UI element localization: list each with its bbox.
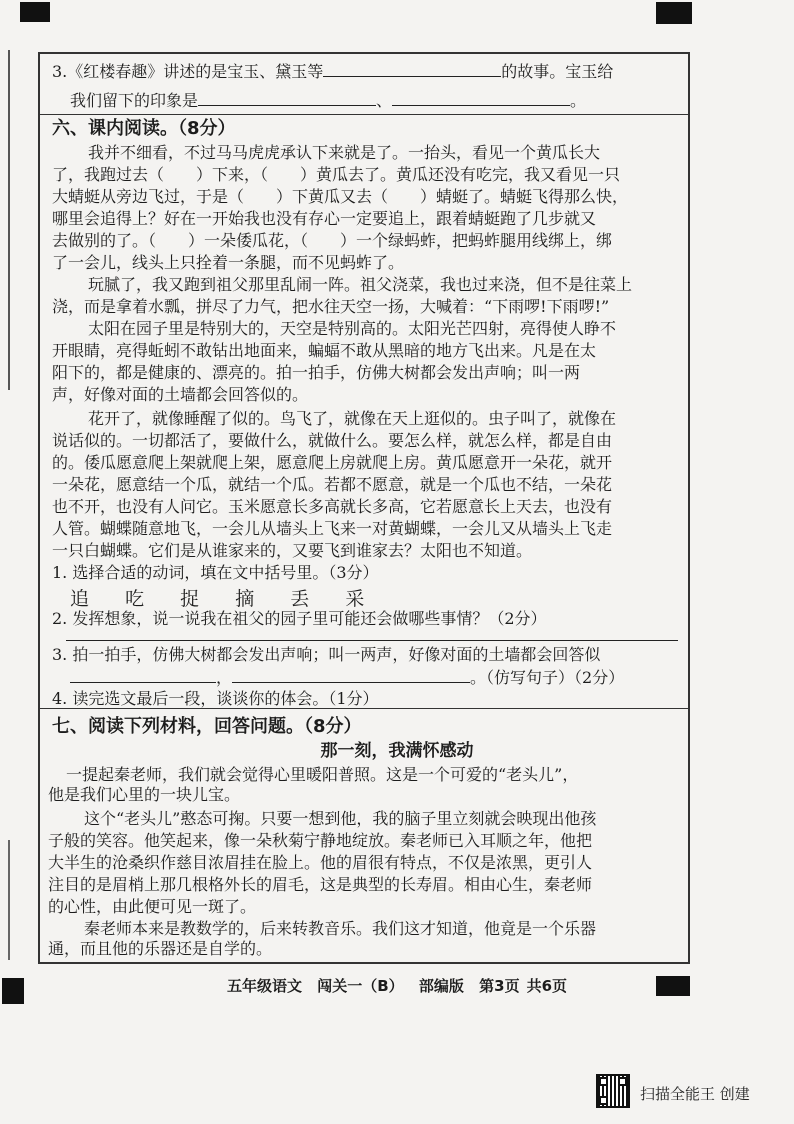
- passage-line: 声，好像对面的土墙都会回答似的。: [52, 385, 309, 404]
- passage-line: 的心性，由此便可见一斑了。: [48, 897, 257, 916]
- question-6-4: 4. 读完选文最后一段，谈谈你的体会。（1分）: [52, 689, 379, 708]
- passage-line: 了，我跑过去（ ）下来，（ ）黄瓜去了。黄瓜还没有吃完，我又看见一只: [52, 165, 621, 184]
- question-6-2: 2. 发挥想象，说一说我在祖父的园子里可能还会做哪些事情？（2分）: [52, 609, 547, 628]
- passage-line: 浇，而是拿着水瓢，拼尽了力气，把水往天空一扬，大喊着：“下雨啰!下雨啰!”: [52, 297, 610, 316]
- section-6-title: 六、课内阅读。（8分）: [52, 118, 236, 139]
- qr-code-icon: [596, 1074, 630, 1108]
- passage-line: 说话似的。一切都活了，要做什么，就做什么。要怎么样，就怎么样，都是自由: [52, 431, 613, 450]
- question-3-line-1: 3.《红楼春趣》讲述的是宝玉、黛玉等 的故事。宝玉给: [52, 62, 614, 81]
- passage-line: 子般的笑容。他笑起来，像一朵秋菊宁静地绽放。秦老师已入耳顺之年，他把: [48, 831, 593, 850]
- passage-line: 哪里会追得上？好在一开始我也没有存心一定要追上，跟着蜻蜓跑了几步就又: [52, 209, 597, 228]
- passage-line: 玩腻了，我又跑到祖父那里乱闹一阵。祖父浇菜，我也过来浇，但不是往菜上: [88, 275, 633, 294]
- question-6-3-line-2: ， 。（仿写句子）（2分）: [70, 666, 624, 689]
- verb-option: 捉: [180, 588, 202, 610]
- question-6-3-line-1: 3. 拍一拍手，仿佛大树都会发出声响；叫一两声，好像对面的土墙都会回答似: [52, 645, 601, 664]
- question-3-line-2: 我们留下的印象是 、 。: [70, 91, 587, 110]
- answer-blank[interactable]: [70, 666, 216, 683]
- article-title: 那一刻，我满怀感动: [320, 741, 474, 761]
- passage-line: 大蜻蜓从旁边飞过，于是（ ）下黄瓜又去（ ）蜻蜓了。蜻蜓飞得那么快，: [52, 187, 629, 206]
- footer-total: 共6页: [526, 977, 568, 995]
- passage-line: 通，而且他的乐器还是自学的。: [48, 939, 273, 958]
- verb-option: 采: [345, 588, 367, 610]
- passage-line: 去做别的了。（ ）一朵倭瓜花，（ ）一个绿蚂蚱，把蚂蚱腿用线绑上，绑: [52, 231, 613, 250]
- section-divider: [40, 114, 688, 115]
- passage-line: 太阳在园子里是特别大的，天空是特别高的。太阳光芒四射，亮得使人睁不: [88, 319, 617, 338]
- passage-line: 一只白蝴蝶。它们是从谁家来的，又要飞到谁家去？太阳也不知道。: [52, 541, 533, 560]
- registration-mark: [656, 2, 692, 24]
- passage-line: 注目的是眉梢上那几根格外长的眉毛，这是典型的长寿眉。相由心生，秦老师: [48, 875, 593, 894]
- verb-option: 吃: [125, 588, 147, 610]
- passage-line: 秦老师本来是教数学的，后来转教音乐。我们这才知道，他竟是一个乐器: [84, 919, 597, 938]
- binding-line: [8, 50, 10, 390]
- footer-grade: 五年级语文: [226, 977, 302, 995]
- passage-line: 花开了，就像睡醒了似的。鸟飞了，就像在天上逛似的。虫子叫了，就像在: [88, 409, 617, 428]
- passage-line: 了一会儿，线头上只拴着一条腿，而不见蚂蚱了。: [52, 253, 405, 272]
- registration-mark: [20, 2, 50, 22]
- passage-line: 我并不细看，不过马马虎虎承认下来就是了。一抬头，看见一个黄瓜长大: [88, 143, 601, 162]
- passage-line: 开眼睛，亮得蚯蚓不敢钻出地面来，蝙蝠不敢从黑暗的地方飞出来。凡是在太: [52, 341, 597, 360]
- page-footer: [0, 975, 794, 996]
- verb-option: 丢: [290, 588, 312, 610]
- footer-unit: 闯关一（B）: [317, 977, 404, 995]
- passage-line: 人管。蝴蝶随意地飞，一会儿从墙头上飞来一对黄蝴蝶，一会儿又从墙头上飞走: [52, 519, 613, 538]
- binding-line: [8, 840, 10, 960]
- answer-blank[interactable]: [392, 89, 570, 106]
- answer-blank[interactable]: [323, 60, 501, 77]
- passage-line: 这个“老头儿”憨态可掬。只要一想到他，我的脑子里立刻就会映现出他孩: [84, 809, 597, 828]
- passage-line: 阳下的，都是健康的、漂亮的。拍一拍手，仿佛大树都会发出声响；叫一两: [52, 363, 581, 382]
- answer-blank[interactable]: [232, 666, 470, 683]
- passage-line: 也不开，也没有人问它。玉米愿意长多高就长多高，它若愿意长上天去，也没有: [52, 497, 613, 516]
- section-7-title: 七、阅读下列材料，回答问题。（8分）: [52, 716, 362, 737]
- verb-option: 追: [70, 588, 92, 610]
- passage-line: 一朵花，愿意结一个瓜，就结一个瓜。若都不愿意，就是一个瓜也不结，一朵花: [52, 475, 613, 494]
- answer-blank[interactable]: [198, 89, 376, 106]
- question-6-1: 1. 选择合适的动词，填在文中括号里。（3分）: [52, 563, 379, 582]
- verb-option: 摘: [235, 588, 257, 610]
- verb-options: [70, 584, 392, 611]
- answer-line[interactable]: [66, 640, 678, 641]
- footer-edition: 部编版: [418, 977, 464, 995]
- passage-line: 大半生的沧桑织作慈目浓眉挂在脸上。他的眉很有特点，不仅是浓黑，更引人: [48, 853, 593, 872]
- passage-line: 一提起秦老师，我们就会觉得心里暖阳普照。这是一个可爱的“老头儿”，: [66, 765, 579, 784]
- passage-line: 他是我们心里的一块儿宝。: [48, 785, 241, 804]
- footer-page: 第3页: [479, 977, 520, 995]
- passage-line: 的。倭瓜愿意爬上架就爬上架，愿意爬上房就爬上房。黄瓜愿意开一朵花，就开: [52, 453, 613, 472]
- scanner-watermark: 扫描全能王 创建: [640, 1085, 750, 1103]
